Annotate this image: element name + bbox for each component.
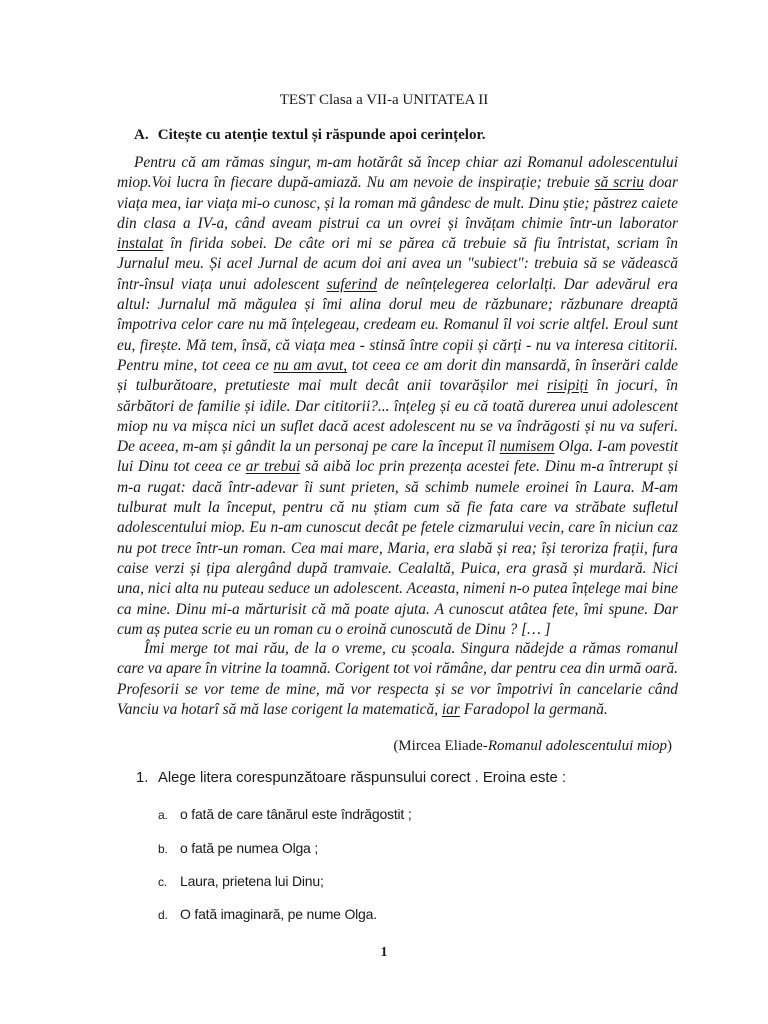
text-run: să aibă loc prin prezența acestei fete. Dinu m-a întrerupt și m-a rugat: dacă într-adevar îi sunt prieten, să schimb numele eroinei în Laura. M-am tulburat mult la început, pentru că nu știam cum să fie fata care va străbate sufletul adolescentului miop. Eu n-am cunoscut decât pe fetele cizmarului vecin, care în niciun caz nu pot trece într-un roman. Cea mai mare, Maria, era slabă și rea; își teroriza frații, fura caise verzi și țipa alergând după tramvaie. Cealaltă, Puica, era grasă și murdară. Nici una, nici alta nu puteau seduce un adolescent. Aceasta, nimeni n-o putea înțelege mai bine ca mine. Dinu mi-a mărturisit că mă poate ajuta. A cunoscut atâtea fete, îmi spune. Dar cum aș putea scrie eu un roman cu o eroină cunoscută de Dinu ? [… ] <box>117 458 678 638</box>
source-work: Romanul adolescentului miop <box>487 738 667 754</box>
underlined-word: ar trebui <box>245 458 301 476</box>
option-b <box>158 840 318 856</box>
section-label: A. <box>134 127 149 143</box>
source-close: ) <box>667 738 672 754</box>
underlined-word: iar <box>441 700 460 718</box>
text-run: Olga. I-am povestit lui Dinu tot ceea ce <box>117 438 679 476</box>
option-letter: c. <box>158 875 167 889</box>
source-citation <box>393 738 672 755</box>
option-text: o fată pe numea Olga ; <box>180 840 319 856</box>
text-run: doar viața mea, iar viața mi-o cunosc, și la roman mă gândesc de mult. Dinu știe; păstrez caiete din clasa a IV-a, când aveam pistrui ca un ovrei și învățam chimie într-un laborator <box>117 174 678 232</box>
passage-paragraph-2 <box>117 639 678 720</box>
text-run: în firida sobei. De câte ori mi se părea că trebuie să fiu întristat, scriam în Jurnalul meu. Și acel Jurnal de acum doi ani avea un "subiect": trebuia să se vădească într-însul viața unui adolescent <box>117 235 678 293</box>
page-title: TEST Clasa a VII-a UNITATEA II <box>279 92 489 108</box>
page-number: 1 <box>380 945 388 960</box>
section-heading <box>134 127 486 144</box>
question-number: 1. <box>136 770 149 786</box>
underlined-word: să scriu <box>594 174 645 192</box>
text-run: Faradopol la germană. <box>459 700 608 718</box>
underlined-word: instalat <box>117 235 164 253</box>
option-d <box>158 906 377 922</box>
question-1 <box>136 770 566 786</box>
option-c <box>158 873 324 889</box>
text-run: de neînțelegerea celorlalți. Dar adevărul era altul: Jurnalul mă măgulea și îmi alina dorul meu de răzbunare; răzbunare dreaptă împotriva celor care nu mă înțelegeau, credeam eu. Romanul îl voi scrie altfel. Eroul sunt eu, firește. Mă tem, însă, că viața mea - stinsă între copii și cărți - nu va interesa cititorii. Pentru mine, tot ceea ce <box>117 275 678 374</box>
underlined-word: nu am avut, <box>273 356 348 374</box>
text-run: Pentru că am rămas singur, m-am hotărât să încep chiar azi Romanul adolescentului miop.Voi lucra în fiecare după-amiază. Nu am nevoie de inspirație; trebuie <box>117 154 678 192</box>
source-author: (Mircea Eliade- <box>393 738 488 754</box>
option-a <box>158 806 412 822</box>
section-instruction: Citește cu atenție textul și răspunde apoi cerințelor. <box>157 127 486 143</box>
underlined-word: risipiți <box>547 377 589 395</box>
text-run: Îmi merge tot mai rău, de la o vreme, cu școala. Singura nădejde a rămas romanul care va apare în vitrine la toamnă. Corigent tot voi rămâne, dar pentru cea din urmă oară. Profesorii se vor teme de mine, mă vor respecta și se vor împotrivi în cancelarie când Vanciu va hotarî să mă lase corigent la matematică, <box>117 640 678 718</box>
text-run: tot ceea ce am dorit din mansardă, în înserări calde și tulburătoare, pretutieste mai mult decât anii tovarășilor mei <box>117 356 678 395</box>
text-run: în jocuri, în sărbători de familie și idile. Dar cititorii?... înțeleg și eu că toată durerea unui adolescent miop nu va mișca nici un suflet dacă acest adolescent nu se va îndrăgosti și nu va suferi. De aceea, m-am și gândit la un personaj pe care la început îl <box>117 377 678 456</box>
option-letter: d. <box>158 908 168 922</box>
option-letter: a. <box>158 808 168 822</box>
passage-paragraph-1 <box>117 153 678 640</box>
underlined-word: suferind <box>326 275 378 293</box>
option-text: o fată de care tânărul este îndrăgostit ; <box>180 806 412 822</box>
question-text: Alege litera corespunzătoare răspunsului corect . Eroina este : <box>158 770 566 786</box>
option-text: Laura, prietena lui Dinu; <box>180 873 324 889</box>
underlined-word: numisem <box>499 438 555 456</box>
option-letter: b. <box>158 842 168 856</box>
option-text: O fată imaginară, pe nume Olga. <box>180 906 377 922</box>
